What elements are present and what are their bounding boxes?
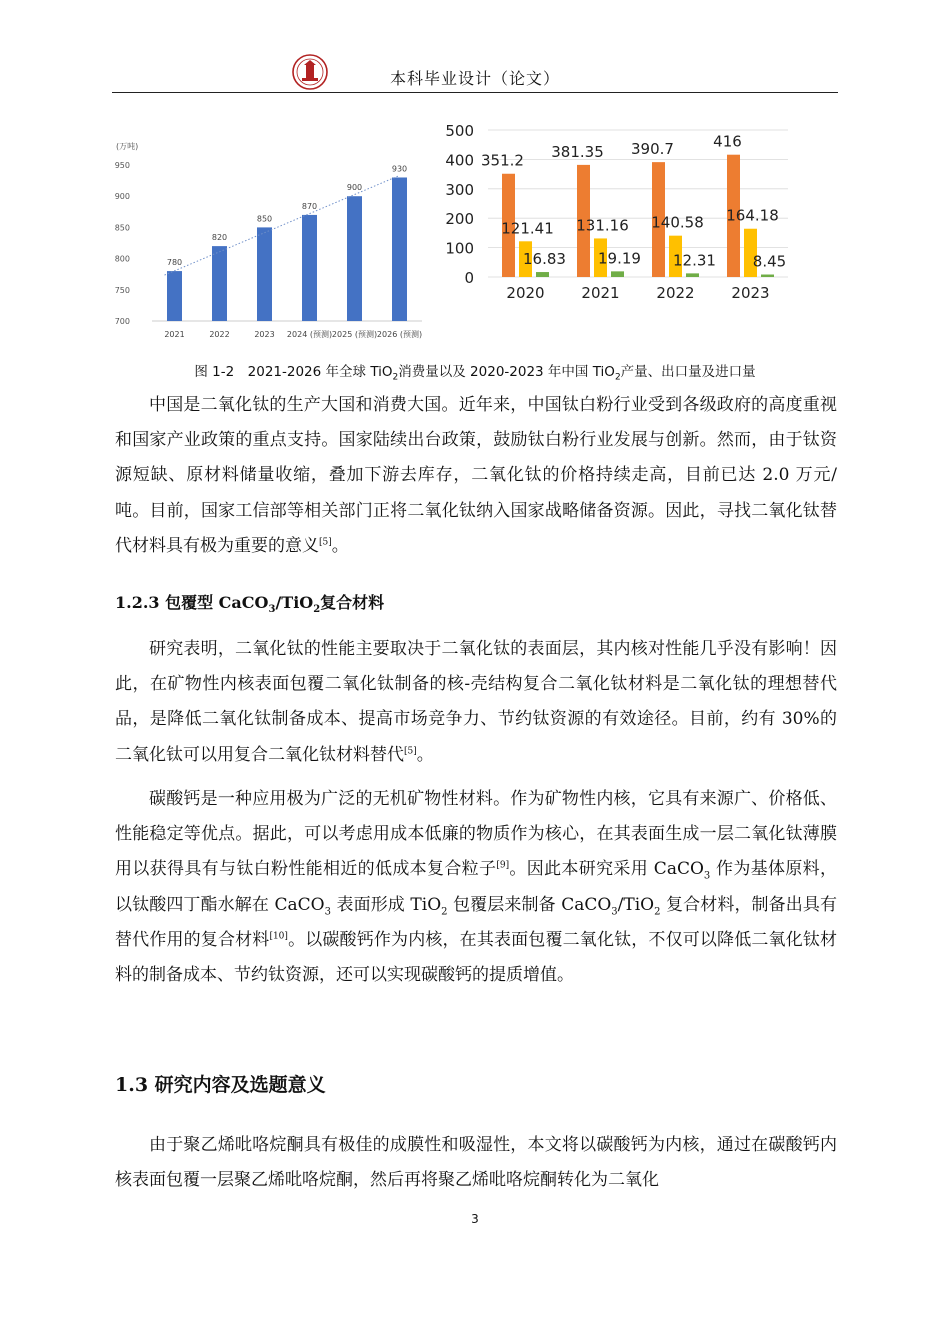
- data-label: 870: [301, 201, 318, 211]
- bar-3: [536, 272, 549, 277]
- data-label: 140.58: [651, 213, 704, 232]
- paragraph-composite-tio2: 研究表明，二氧化钛的性能主要取决于二氧化钛的表面层，其内核对性能几乎没有影响！因此，在矿物性内核表面包覆二氧化钛制备的核-壳结构复合二氧化钛材料是二氧化钛的理想替代品，是降低二氧化钛制备成本、提高市场竞争力、节约钛资源的有效途径。目前，约有 30%的二氧化钛可以用复合二氧化钛材料替代[5]。: [115, 639, 837, 765]
- x-tick-label: 2023: [731, 284, 770, 302]
- paragraph-china-tio2: 中国是二氧化钛的生产大国和消费大国。近年来，中国钛白粉行业受到各级政府的高度重视和国家产业政策的重点支持。国家陆续出台政策，鼓励钛白粉行业发展与创新。然而，由于钛资源短缺、原材料储量收缩，叠加下游去库存，二氧化钛的价格持续走高，目前已达 2.0 万元/吨。目前，国家工信部等相关部门正将二氧化钛纳入国家战略储备资源。因此，寻找二氧化钛替代材料具有极为重要的意义[5]。: [115, 395, 837, 556]
- y-tick-label: 0: [464, 269, 474, 287]
- bar: [347, 196, 362, 321]
- y-tick-label: 950: [114, 161, 130, 170]
- bar: [167, 271, 182, 321]
- section-heading-1-3: 1.3 研究内容及选题意义: [115, 1074, 326, 1096]
- y-tick-label: 300: [445, 180, 474, 199]
- china-tio2-trade-chart: [440, 115, 800, 315]
- data-label: 8.45: [752, 252, 787, 271]
- data-label: 131.16: [576, 216, 629, 235]
- data-label: 780: [166, 258, 183, 268]
- y-tick-label: 100: [445, 239, 474, 258]
- x-tick-label: 2021: [581, 284, 620, 302]
- y-tick-label: 900: [114, 192, 130, 202]
- paragraph-calcium-carbonate: 碳酸钙是一种应用极为广泛的无机矿物性材料。作为矿物性内核，它具有来源广、价格低、性能稳定等优点。据此，可以考虑用成本低廉的物质作为核心，在其表面生成一层二氧化钛薄膜用以获得具有与钛白粉性能相近的低成本复合粒子[9]。因此本研究采用 CaCO$_3$ 作为基体原料，以钛酸四丁酯水解在 CaCO$_3$ 表面形成 TiO$_2$ 包覆层来制备 CaCO$_3$/TiO$_2$ 复合材料，制备出具有替代作用的复合材料[10]。以碳酸钙作为内核，在其表面包覆二氧化钛，不仅可以降低二氧化钛材料的制备成本、节约钛资源，还可以实现碳酸钙的提质增值。: [115, 789, 838, 986]
- paragraph-research-content: 由于聚乙烯吡咯烷酮具有极佳的成膜性和吸湿性，本文将以碳酸钙为内核，通过在碳酸钙内核表面包覆一层聚乙烯吡咯烷酮，然后再将聚乙烯吡咯烷酮转化为二氧化: [115, 1135, 837, 1191]
- data-label: 850: [256, 214, 273, 224]
- data-label: 351.2: [481, 151, 524, 170]
- bar: [212, 246, 227, 321]
- bar: [257, 227, 272, 321]
- x-tick-label: 2022: [209, 330, 230, 339]
- x-tick-label: 2023: [254, 330, 275, 339]
- x-tick-label: 2025 (预测): [331, 330, 378, 339]
- trend-line: [165, 175, 400, 275]
- y-tick-label: 750: [114, 285, 130, 295]
- x-tick-label: 2021: [164, 330, 185, 339]
- bar: [392, 177, 407, 321]
- global-tio2-consumption-chart: [112, 135, 437, 350]
- x-tick-label: 2022: [656, 284, 695, 302]
- x-tick-label: 2026 (预测): [376, 330, 423, 339]
- bar-3: [761, 275, 774, 277]
- bar-3: [611, 271, 624, 277]
- data-label: 12.31: [673, 251, 716, 270]
- data-label: 416: [713, 132, 742, 151]
- data-label: 381.35: [551, 142, 604, 161]
- y-tick-label: 400: [445, 151, 474, 170]
- section-heading-1-2-3: 1.2.3 包覆型 CaCO$_3$/TiO$_2$复合材料: [115, 593, 385, 616]
- y-tick-label: 850: [114, 223, 130, 233]
- data-label: 164.18: [726, 206, 779, 225]
- unit-label: (万吨): [116, 142, 139, 151]
- y-tick-label: 800: [114, 254, 130, 264]
- y-tick-label: 200: [445, 210, 474, 229]
- data-label: 900: [346, 183, 363, 193]
- page-header: [112, 58, 838, 93]
- data-label: 16.83: [523, 250, 566, 269]
- data-label: 930: [391, 164, 408, 174]
- data-label: 390.7: [631, 140, 674, 159]
- y-tick-label: 700: [114, 317, 130, 326]
- page-number: 3: [471, 1212, 479, 1226]
- bar-3: [686, 273, 699, 277]
- data-label: 19.19: [598, 249, 641, 268]
- data-label: 820: [211, 233, 228, 243]
- figure-caption: 图 1-2 2021-2026 年全球 TiO$_2$消费量以及 2020-2023 年中国 TiO$_2$产量、出口量及进口量: [194, 364, 756, 383]
- y-tick-label: 500: [445, 122, 474, 140]
- header-title: 本科毕业设计（论文）: [389, 69, 560, 88]
- bar: [302, 215, 317, 321]
- data-label: 121.41: [501, 219, 554, 238]
- x-tick-label: 2020: [506, 284, 545, 302]
- x-tick-label: 2024 (预测): [286, 330, 333, 339]
